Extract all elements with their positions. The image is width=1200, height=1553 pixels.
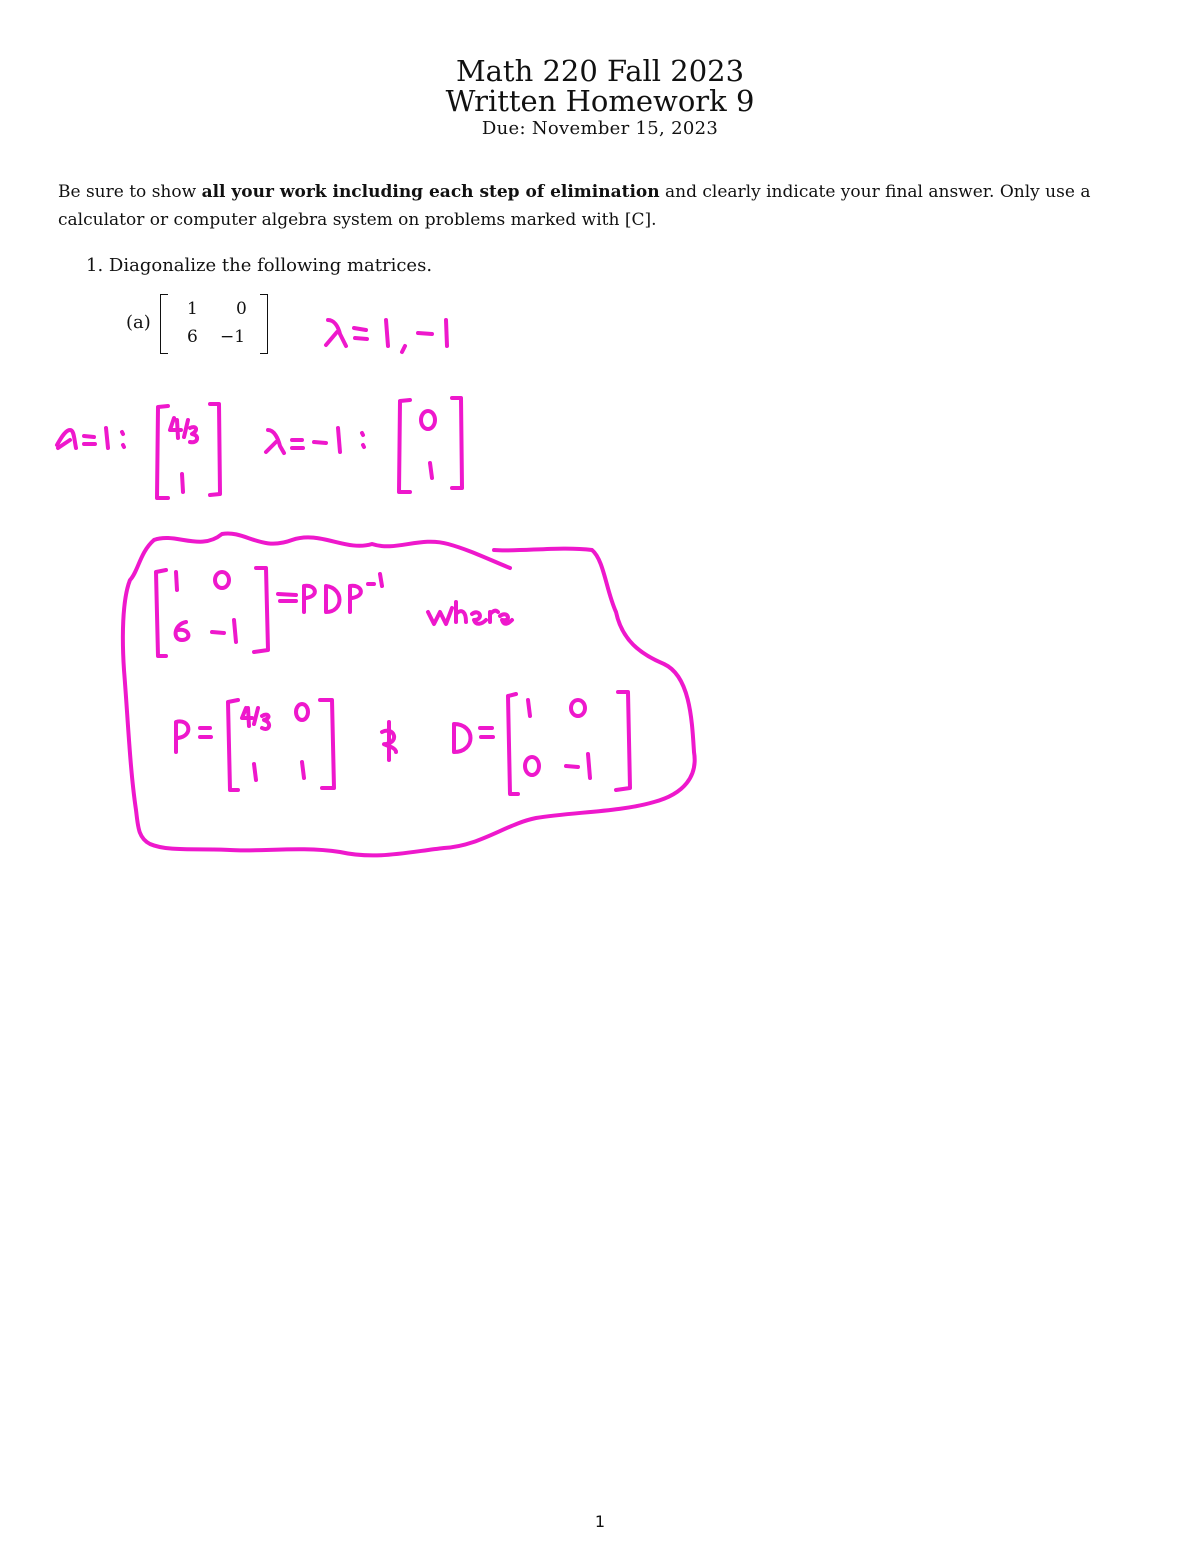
page-number: 1 — [594, 1512, 606, 1531]
answer-box — [123, 534, 695, 856]
assignment-title: Written Homework 9 — [445, 84, 755, 118]
eigenvector-1 — [57, 404, 220, 498]
instructions-part1: Be sure to show — [58, 182, 202, 202]
D-matrix — [454, 692, 630, 794]
part-a-label: (a) — [126, 312, 151, 333]
problem-text: Diagonalize the following matrices. — [108, 255, 433, 276]
matrix-cell: 0 — [236, 299, 247, 319]
matrix-cell: −1 — [220, 327, 246, 347]
document-title: Math 220 Fall 2023 — [455, 54, 745, 88]
eigenvector-2 — [266, 398, 462, 492]
matrix-cell: 1 — [187, 299, 198, 319]
answer-matrix — [156, 568, 382, 656]
and-symbol — [382, 722, 396, 760]
instructions-part2: and clearly indicate your final answer. Only use a calculator or computer algebra system on problems marked with [C]. — [58, 182, 1091, 230]
problem-number: 1. — [86, 255, 104, 276]
matrix-cell: 6 — [187, 327, 198, 347]
P-matrix — [176, 700, 334, 790]
instructions-bold: all your work including each step of elimination — [201, 182, 660, 202]
due-date: Due: November 15, 2023 — [481, 118, 719, 139]
eigenvalues-note — [326, 320, 447, 352]
where-word — [428, 602, 512, 624]
